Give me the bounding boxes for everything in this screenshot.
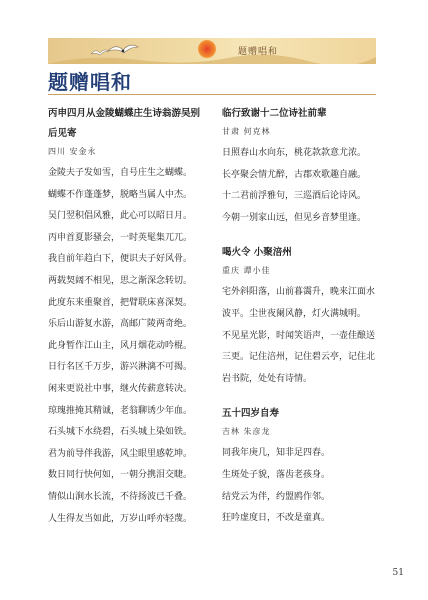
poem-line: 情似山涧水长流，不待扬波已千叠。 [48, 491, 193, 502]
poem-author: 吉林 朱彦龙 [222, 427, 271, 437]
poem-line: 丙申首夏影骚会，一时英髦集兀兀。 [48, 232, 193, 243]
poem-line: 日行名区千万步，游兴淋漓不可揭。 [48, 362, 193, 373]
poem-line: 同我年庚几，知非足四春。 [222, 448, 331, 459]
poem-line: 长亭聚会情尤醉，古郡欢歌趣自融。 [222, 169, 367, 180]
poem-line: 不见星光影，时闻笑语声，一壶佳酿送 [222, 330, 376, 341]
poem-line: 日照春山水向东，桃花款款意尤浓。 [222, 148, 367, 158]
poem-spacer [222, 390, 382, 404]
poem-line: 石头城下水绕碧，石头城上染如铁。 [48, 427, 193, 438]
poem-line: 蝴蝶不作蓬蓬梦，脱略当属人中杰。 [48, 189, 193, 200]
poem-spacer [222, 229, 382, 243]
crane-icon-small [90, 47, 110, 59]
poem-line: 生斑处子貌，落齿老孩身。 [222, 469, 331, 480]
poem-title: 临行致谢十二位诗社前辈 [222, 108, 327, 119]
right-column [222, 104, 382, 530]
page-title: 题赠唱和 [48, 70, 132, 94]
poem-line: 琼瑰推掩其精诚，老翁聊诱少年血。 [48, 405, 193, 416]
poem-line: 乐后山游复水游，高邮广陵两奇绝。 [48, 319, 193, 330]
poem-title-line: 丙申四月从金陵蝴蝶庄生诗翁游吴别 [48, 108, 201, 119]
poem-line: 吴门翌积倡风雅，此心可以昭日月。 [48, 211, 193, 222]
poem-author: 甘肃 何克林 [222, 127, 271, 136]
poem-title-line: 后见寄 [48, 128, 77, 139]
poem-line: 君为前导伴我游，风尘眼里感乾坤。 [48, 448, 193, 459]
poem-line: 岩书院，处处有诗情。 [222, 373, 313, 384]
poem-line: 此身暂作江山主，风月烟花动吟棍。 [48, 340, 193, 351]
poem-line: 今朝一别家山远，但见乡音梦里逢。 [222, 212, 367, 223]
poem-author: 重庆 谭小佳 [222, 266, 271, 276]
poem-line: 数日同行快何如，一朝分携泪交睫。 [48, 470, 193, 481]
sun-icon [198, 40, 216, 58]
left-column [48, 104, 216, 530]
poem-line: 结党云为伴，约盟鸥作邻。 [222, 491, 331, 502]
poem-line: 人生得友当如此，万岁山呼亦轻蔑。 [48, 513, 193, 524]
crane-icon [106, 41, 140, 59]
title-divider [48, 94, 376, 95]
poem-title: 五十四岁自寿 [222, 408, 280, 420]
poem-line: 此度东来重聚首，把臂联床喜深契。 [48, 297, 193, 308]
page-number: 51 [392, 568, 404, 578]
poem-line: 波平。尘世夜阑风静，灯火满城明。 [222, 308, 367, 319]
poem-line: 我自前年趋白下，便识夫子好风骨。 [48, 254, 193, 265]
poem-line: 狂吟虚度日，不改是童真。 [222, 513, 331, 524]
poem-title: 喝火令 小聚涪州 [222, 247, 292, 259]
poem-author: 四川 安金永 [48, 147, 97, 156]
header-banner [48, 38, 376, 64]
poem-line: 三更。记住涪州，记住碧云亭，记住北 [222, 352, 376, 363]
poem-line: 金陵夫子发如雪，自号庄生之蝴蝶。 [48, 168, 193, 178]
poem-line: 十二君前浮雅句，三巡酒后论诗风。 [222, 191, 367, 202]
banner-label: 题赠唱和 [238, 47, 279, 57]
poem-line: 两载契阔不相见，思之渐深念转切。 [48, 275, 193, 286]
poem-line: 闲来更说社中事，继火传薪意转决。 [48, 383, 193, 394]
poem-line: 宅外斜阳落，山前暮霭升，晚来江面水 [222, 287, 376, 298]
